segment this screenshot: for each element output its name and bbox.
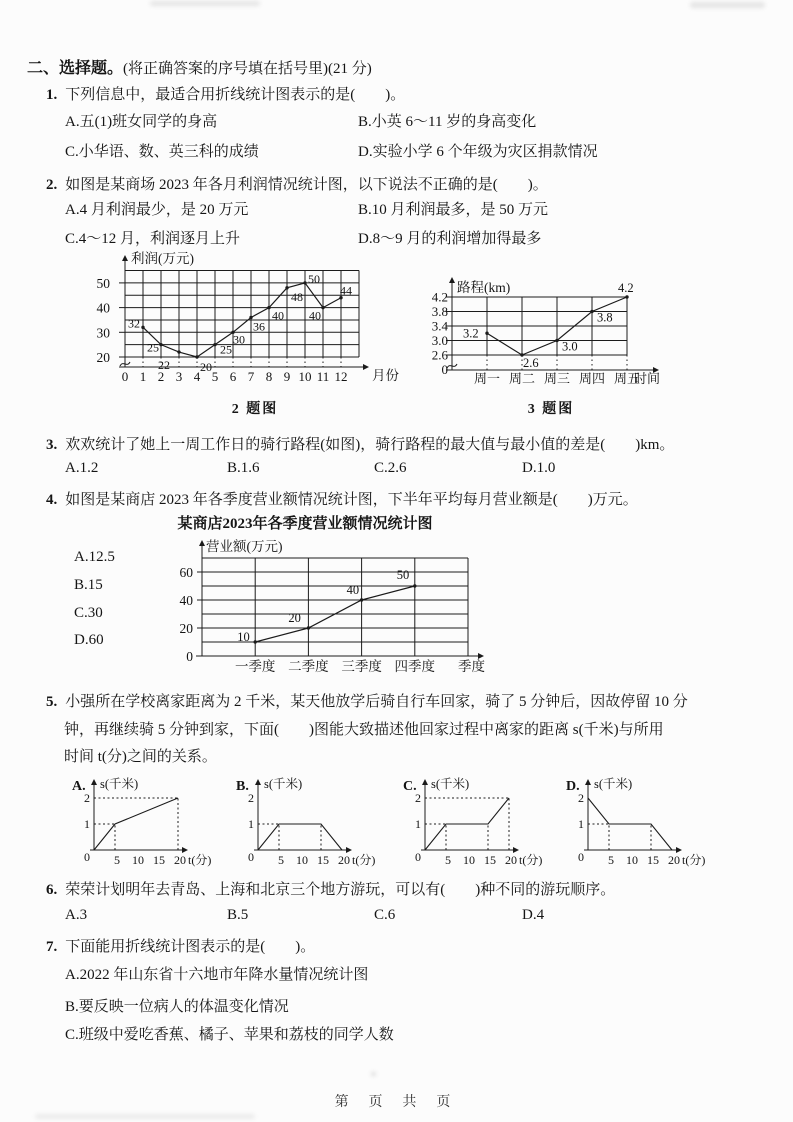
svg-text:15: 15: [647, 853, 659, 867]
svg-text:0: 0: [415, 850, 421, 864]
svg-text:20: 20: [668, 853, 680, 867]
question-7: [46, 935, 315, 956]
question-6-number: 6.: [46, 882, 58, 898]
question-6-text: 荣荣计划明年去青岛、上海和北京三个地方游玩，可以有( )种不同的游玩顺序。: [65, 882, 616, 898]
svg-text:40: 40: [96, 300, 110, 316]
svg-text:0: 0: [578, 850, 584, 864]
svg-text:利润(万元): 利润(万元): [131, 251, 194, 266]
svg-text:2.6: 2.6: [431, 347, 448, 363]
svg-text:1: 1: [139, 369, 147, 384]
svg-text:s(千米): s(千米): [431, 777, 470, 791]
svg-text:周一: 周一: [473, 371, 501, 386]
svg-text:3.0: 3.0: [562, 339, 578, 354]
scan-speck: [371, 1072, 376, 1076]
svg-text:2: 2: [578, 791, 584, 805]
svg-text:25: 25: [220, 342, 232, 357]
svg-text:季度: 季度: [458, 659, 485, 674]
svg-text:2: 2: [415, 791, 421, 805]
svg-text:10: 10: [626, 853, 638, 867]
option-q4-c: C.30: [74, 605, 103, 621]
svg-text:二季度: 二季度: [288, 659, 329, 674]
question-4-text: 如图是某商店 2023 年各季度营业额情况统计图，下半年平均每月营业额是( )万元。: [65, 492, 638, 508]
svg-text:0: 0: [441, 362, 448, 377]
svg-text:48: 48: [291, 289, 303, 304]
svg-text:0: 0: [248, 850, 254, 864]
svg-text:周二: 周二: [508, 371, 536, 386]
svg-text:4.2: 4.2: [431, 289, 448, 305]
svg-text:月份: 月份: [372, 368, 399, 383]
option-q6-a: A.3: [65, 907, 88, 923]
svg-text:2: 2: [248, 791, 254, 805]
question-1-number: 1.: [46, 87, 58, 103]
svg-text:路程(km): 路程(km): [457, 280, 511, 295]
svg-text:s(千米): s(千米): [594, 777, 633, 791]
svg-text:50: 50: [396, 568, 410, 582]
svg-text:1: 1: [84, 817, 90, 831]
option-q4-a: A.12.5: [74, 549, 115, 565]
svg-text:22: 22: [158, 358, 170, 373]
question-5-line3: 时间 t(分)之间的关系。: [64, 749, 217, 765]
svg-text:1: 1: [415, 817, 421, 831]
question-1: [46, 83, 405, 104]
question-7-text: 下面能用折线统计图表示的是( )。: [65, 939, 316, 955]
question-2-text: 如图是某商场 2023 年各月利润情况统计图，以下说法不正确的是( )。: [65, 177, 548, 193]
option-chart-c: [391, 768, 555, 870]
svg-text:3: 3: [175, 369, 183, 384]
option-q2-d: D.8～9 月的利润增加得最多: [358, 231, 542, 247]
svg-text:32: 32: [128, 316, 140, 331]
svg-text:9: 9: [283, 369, 291, 384]
section-title-text: 二、选择题。: [27, 60, 124, 77]
svg-text:4: 4: [193, 369, 201, 384]
option-q6-d: D.4: [522, 907, 545, 923]
svg-text:10: 10: [296, 853, 308, 867]
scan-smudge: [35, 1114, 255, 1119]
svg-text:周三: 周三: [543, 371, 571, 386]
option-q1-d: D.实验小学 6 个年级为灾区捐款情况: [358, 144, 598, 160]
svg-text:t(分): t(分): [519, 853, 543, 867]
svg-text:5: 5: [114, 853, 120, 867]
svg-text:s(千米): s(千米): [264, 777, 303, 791]
option-q1-b: B.小英 6～11 岁的身高变化: [358, 114, 537, 130]
svg-text:C.: C.: [403, 779, 417, 794]
svg-text:7: 7: [247, 369, 255, 384]
svg-text:20: 20: [179, 621, 193, 636]
option-q2-a: A.4 月利润最少，是 20 万元: [65, 202, 249, 218]
svg-text:10: 10: [237, 630, 250, 644]
svg-text:0: 0: [84, 850, 90, 864]
svg-text:3.2: 3.2: [463, 326, 479, 341]
svg-text:50: 50: [308, 271, 320, 286]
svg-text:15: 15: [484, 853, 496, 867]
question-1-text: 下列信息中，最适合用折线统计图表示的是( )。: [65, 87, 406, 103]
option-chart-b: [224, 768, 388, 870]
svg-text:D.: D.: [566, 779, 580, 794]
svg-text:40: 40: [272, 308, 284, 323]
svg-text:30: 30: [233, 332, 245, 347]
svg-text:t(分): t(分): [188, 853, 212, 867]
option-chart-d: [554, 768, 718, 870]
svg-text:0: 0: [186, 649, 193, 664]
svg-text:t(分): t(分): [352, 853, 376, 867]
svg-text:1: 1: [578, 817, 584, 831]
question-3: [46, 433, 674, 454]
svg-text:20: 20: [174, 853, 186, 867]
svg-text:10: 10: [298, 369, 312, 384]
option-q3-b: B.1.6: [227, 460, 260, 476]
option-q2-b: B.10 月利润最多，是 50 万元: [358, 202, 549, 218]
option-q3-d: D.1.0: [522, 460, 556, 476]
svg-text:44: 44: [340, 283, 352, 298]
svg-text:4.2: 4.2: [618, 281, 634, 295]
svg-text:15: 15: [317, 853, 329, 867]
page-footer: 第 页 共 页: [334, 1093, 459, 1109]
svg-text:5: 5: [278, 853, 284, 867]
question-4-number: 4.: [46, 492, 58, 508]
section-subtitle: (将正确答案的序号填在括号里)(21 分): [123, 61, 372, 77]
question-5-number: 5.: [46, 694, 58, 710]
svg-text:40: 40: [346, 583, 360, 597]
svg-text:6: 6: [229, 369, 237, 384]
svg-text:B.: B.: [236, 779, 249, 794]
svg-text:周四: 周四: [578, 371, 606, 386]
option-q1-c: C.小华语、数、英三科的成绩: [65, 144, 259, 160]
question-2-number: 2.: [46, 177, 58, 193]
svg-text:一季度: 一季度: [234, 659, 276, 674]
svg-text:60: 60: [179, 565, 193, 580]
question-3-number: 3.: [46, 437, 58, 453]
svg-text:50: 50: [96, 275, 110, 291]
option-q3-c: C.2.6: [374, 460, 407, 476]
svg-text:20: 20: [505, 853, 517, 867]
option-q4-b: B.15: [74, 577, 103, 593]
question-7-number: 7.: [46, 939, 58, 955]
revenue-chart-title: 某商店2023年各季度营业额情况统计图: [177, 516, 433, 532]
svg-text:10: 10: [132, 853, 144, 867]
svg-text:3.8: 3.8: [597, 310, 613, 325]
svg-text:20: 20: [288, 611, 301, 625]
svg-text:3.4: 3.4: [431, 318, 448, 334]
svg-text:5: 5: [608, 853, 614, 867]
svg-text:20: 20: [338, 853, 350, 867]
svg-text:周五: 周五: [613, 371, 641, 386]
svg-text:2.6: 2.6: [523, 356, 539, 370]
option-q1-a: A.五(1)班女同学的身高: [65, 114, 218, 130]
option-q4-d: D.60: [74, 632, 104, 648]
option-q2-c: C.4～12 月，利润逐月上升: [65, 231, 241, 247]
revenue-line-chart: [160, 505, 505, 680]
svg-text:11: 11: [316, 369, 330, 384]
svg-text:0: 0: [121, 369, 129, 384]
svg-text:3.8: 3.8: [431, 304, 448, 319]
option-q7-c: C.班级中爱吃香蕉、橘子、苹果和荔枝的同学人数: [65, 1027, 394, 1043]
question-5: [46, 690, 688, 711]
option-chart-a: [60, 768, 224, 870]
svg-text:t(分): t(分): [682, 853, 706, 867]
scan-smudge: [150, 1, 260, 6]
svg-text:36: 36: [253, 319, 265, 334]
svg-text:20: 20: [200, 360, 212, 374]
distance-line-chart: [415, 250, 685, 397]
svg-text:s(千米): s(千米): [100, 777, 139, 791]
distance-chart-caption: 3 题图: [527, 402, 575, 417]
svg-text:1: 1: [248, 817, 254, 831]
svg-text:2: 2: [84, 791, 90, 805]
question-5-line2: 钟，再继续骑 5 分钟到家，下面( )图能大致描述他回家过程中离家的距离 s(千米)与所用: [64, 722, 664, 738]
svg-text:12: 12: [334, 369, 348, 384]
profit-line-chart: [80, 250, 425, 397]
svg-text:5: 5: [445, 853, 451, 867]
option-q7-a: A.2022 年山东省十六地市年降水量情况统计图: [65, 967, 369, 983]
question-3-text: 欢欢统计了她上一周工作日的骑行路程(如图)，骑行路程的最大值与最小值的差是( )km。: [65, 437, 675, 453]
svg-text:3.0: 3.0: [431, 333, 448, 348]
svg-text:四季度: 四季度: [394, 659, 436, 674]
svg-text:40: 40: [309, 308, 321, 323]
svg-text:A.: A.: [72, 779, 86, 794]
question-5-line1: 小强所在学校离家距离为 2 千米，某天他放学后骑自行车回家，骑了 5 分钟后，因故停留 10 分: [65, 694, 688, 710]
svg-text:8: 8: [265, 369, 273, 384]
svg-text:10: 10: [463, 853, 475, 867]
question-6: [46, 878, 615, 899]
section-title: [27, 55, 372, 78]
option-q6-c: C.6: [374, 907, 396, 923]
svg-text:时间: 时间: [634, 371, 661, 386]
option-q3-a: A.1.2: [65, 460, 99, 476]
svg-text:40: 40: [179, 593, 193, 608]
svg-text:营业额(万元): 营业额(万元): [206, 539, 283, 554]
svg-text:三季度: 三季度: [341, 659, 382, 674]
profit-chart-caption: 2 题图: [231, 402, 279, 417]
svg-text:30: 30: [96, 325, 110, 341]
svg-text:25: 25: [147, 340, 159, 355]
svg-text:20: 20: [96, 350, 110, 365]
svg-text:15: 15: [153, 853, 165, 867]
svg-text:5: 5: [211, 369, 219, 384]
option-q7-b: B.要反映一位病人的体温变化情况: [65, 999, 289, 1015]
question-2: [46, 173, 548, 194]
svg-text:2: 2: [157, 369, 165, 384]
option-q6-b: B.5: [227, 907, 249, 923]
scan-smudge: [690, 2, 765, 8]
